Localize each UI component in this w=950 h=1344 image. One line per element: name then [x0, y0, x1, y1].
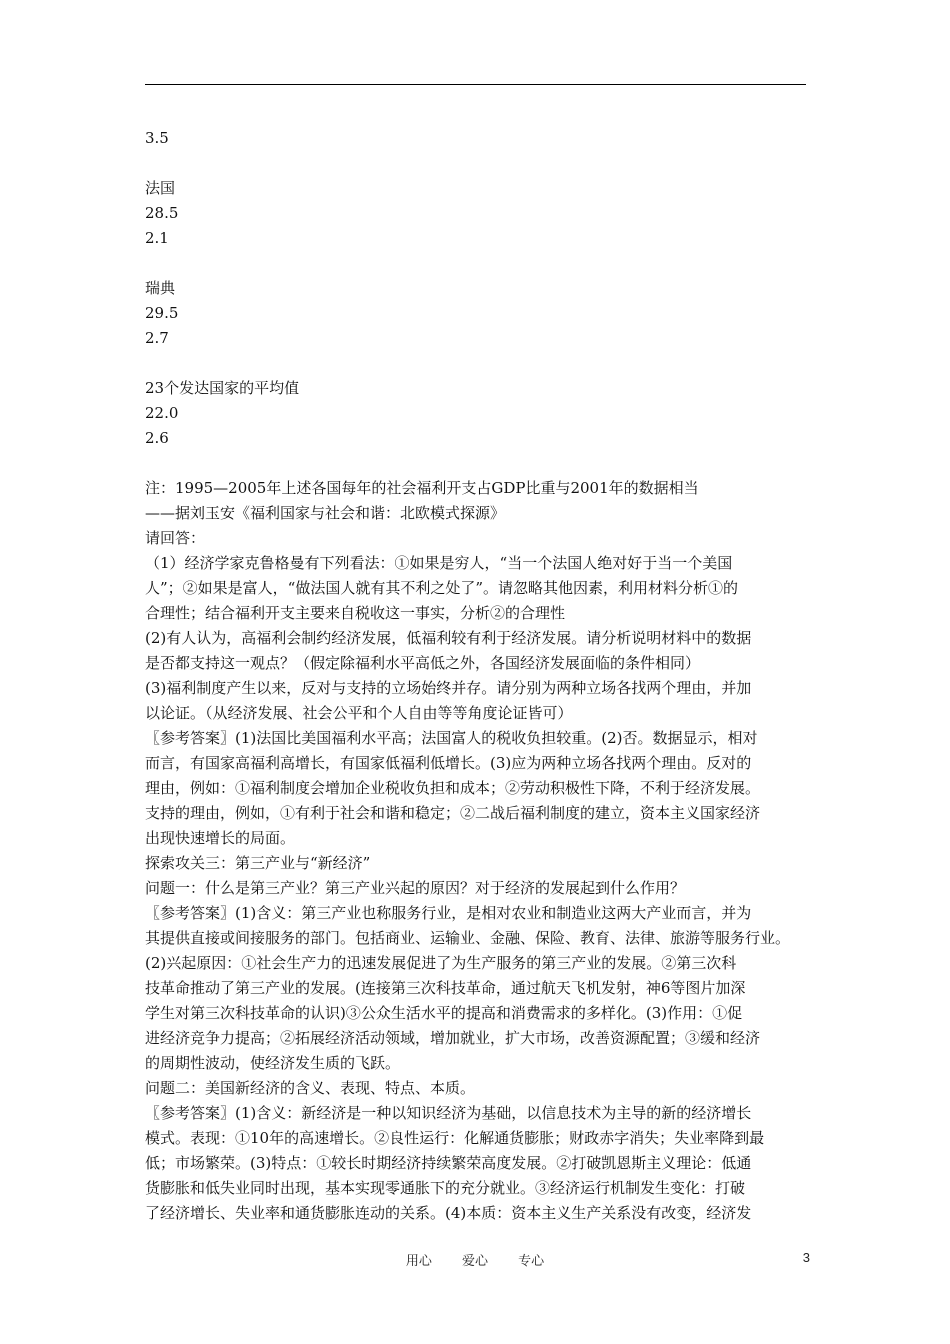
france-growth-value: 2.1 [145, 229, 169, 247]
body-line: 请回答： [145, 529, 206, 547]
body-line: 注：1995—2005年上述各国每年的社会福利开支占GDP比重与2001年的数据相当 [145, 479, 699, 497]
body-line: 了经济增长、失业率和通货膨胀连动的关系。(4)本质：资本主义生产关系没有改变，经济发 [145, 1204, 752, 1222]
average-label: 23个发达国家的平均值 [145, 379, 300, 397]
body-line: 货膨胀和低失业同时出现，基本实现零通胀下的充分就业。③经济运行机制发生变化：打破 [145, 1179, 746, 1197]
body-line: 以论证。（从经济发展、社会公平和个人自由等等角度论证皆可） [145, 704, 573, 722]
body-line: 问题一：什么是第三产业？第三产业兴起的原因？对于经济的发展起到什么作用？ [145, 879, 686, 897]
sweden-welfare-value: 29.5 [145, 304, 179, 322]
body-line: 探索攻关三：第三产业与“新经济” [145, 854, 371, 872]
france-welfare-value: 28.5 [145, 204, 179, 222]
body-text [145, 476, 813, 1226]
page-number: 3 [802, 1250, 810, 1265]
spacer [145, 351, 813, 376]
body-line: 其提供直接或间接服务的部门。包括商业、运输业、金融、保险、教育、法律、旅游等服务行业。 [145, 929, 791, 947]
average-welfare-value: 22.0 [145, 404, 179, 422]
body-line: ——据刘玉安《福利国家与社会和谐：北欧模式探源》 [145, 504, 506, 522]
body-line: 人”；②如果是富人，“做法国人就有其不利之处了”。请忽略其他因素，利用材料分析①的 [145, 579, 739, 597]
country-label-france: 法国 [145, 179, 176, 197]
body-line: (3)福利制度产生以来，反对与支持的立场始终并存。请分别为两种立场各找两个理由，并加 [145, 679, 752, 697]
page-content [145, 126, 813, 1226]
spacer [145, 251, 813, 276]
body-line: 〖参考答案〗(1)含义：新经济是一种以知识经济为基础，以信息技术为主导的新的经济增长 [145, 1104, 752, 1122]
body-line: 是否都支持这一观点？（假定除福利水平高低之外，各国经济发展面临的条件相同） [145, 654, 701, 672]
average-growth-value: 2.6 [145, 429, 169, 447]
body-line: 而言，有国家高福利高增长，有国家低福利低增长。(3)应为两种立场各找两个理由。反对的 [145, 754, 752, 772]
body-line: (2)有人认为，高福利会制约经济发展，低福利较有利于经济发展。请分析说明材料中的数据 [145, 629, 752, 647]
body-line: 的周期性波动，使经济发生质的飞跃。 [145, 1054, 401, 1072]
body-line: 〖参考答案〗(1)含义：第三产业也称服务行业，是相对农业和制造业这两大产业而言，并为 [145, 904, 752, 922]
spacer [145, 151, 813, 176]
footer-motto: 用心 爱心 专心 [405, 1254, 545, 1269]
body-line: 理由，例如：①福利制度会增加企业税收负担和成本；②劳动积极性下降，不利于经济发展。 [145, 779, 761, 797]
body-line: 技革命推动了第三产业的发展。(连接第三次科技革命，通过航天飞机发射，神6等图片加深 [145, 979, 746, 997]
body-line: （1）经济学家克鲁格曼有下列看法：①如果是穷人，“当一个法国人绝对好于当一个美国 [145, 554, 733, 572]
spacer [145, 451, 813, 476]
body-line: 低；市场繁荣。(3)特点：①较长时期经济持续繁荣高度发展。②打破凯恩斯主义理论：低通 [145, 1154, 752, 1172]
body-line: 问题二：美国新经济的含义、表现、特点、本质。 [145, 1079, 476, 1097]
body-line: 模式。表现：①10年的高速增长。②良性运行：化解通货膨胀；财政赤字消失；失业率降到最 [145, 1129, 765, 1147]
body-line: 出现快速增长的局面。 [145, 829, 296, 847]
body-line: 进经济竞争力提高；②拓展经济活动领域，增加就业，扩大市场，改善资源配置；③缓和经济 [145, 1029, 761, 1047]
country-label-sweden: 瑞典 [145, 279, 176, 297]
body-line: (2)兴起原因：①社会生产力的迅速发展促进了为生产服务的第三产业的发展。②第三次科 [145, 954, 737, 972]
table-value: 3.5 [145, 129, 169, 147]
body-line: 学生对第三次科技革命的认识)③公众生活水平的提高和消费需求的多样化。(3)作用：①促 [145, 1004, 743, 1022]
body-line: 〖参考答案〗(1)法国比美国福利水平高；法国富人的税收负担较重。(2)否。数据显示，相对 [145, 729, 758, 747]
sweden-growth-value: 2.7 [145, 329, 169, 347]
body-line: 合理性；结合福利开支主要来自税收这一事实，分析②的合理性 [145, 604, 566, 622]
body-line: 支持的理由，例如，①有利于社会和谐和稳定；②二战后福利制度的建立，资本主义国家经济 [145, 804, 761, 822]
header-rule [145, 84, 806, 85]
